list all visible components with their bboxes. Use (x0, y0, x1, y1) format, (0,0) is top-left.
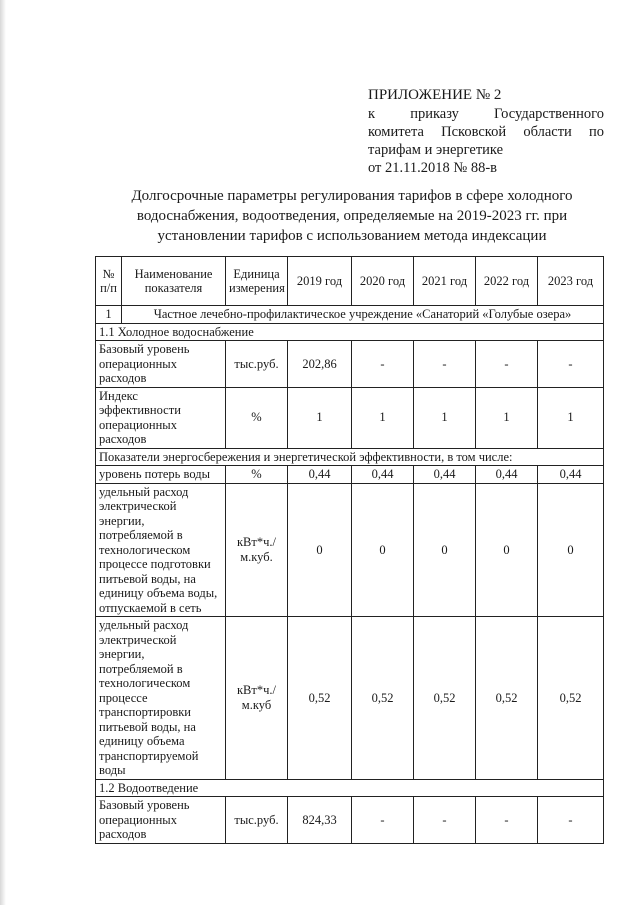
row-name: уровень потерь воды (96, 466, 226, 484)
parameters-table (95, 256, 604, 844)
row-value: 0,52 (476, 617, 538, 780)
row-name: Базовый уровень операционных расходов (96, 341, 226, 388)
org-row (96, 306, 604, 324)
section-cold-water: 1.1 Холодное водоснабжение (96, 323, 604, 341)
header-num: № п/п (96, 257, 122, 306)
scan-edge (0, 0, 6, 905)
row-value: 0,44 (288, 466, 352, 484)
section-row (96, 323, 604, 341)
row-value: - (352, 797, 414, 844)
row-value: - (352, 341, 414, 388)
table-row (96, 797, 604, 844)
row-name: удельный расход электрической энергии, потребляемой в технологическом процессе транспортировки питьевой воды, на единицу объема транспортируемой воды (96, 617, 226, 780)
row-value: 0 (352, 483, 414, 617)
row-unit: кВт*ч./м.куб. (226, 483, 288, 617)
row-name: Базовый уровень операционных расходов (96, 797, 226, 844)
header-name: Наименование показателя (122, 257, 226, 306)
appendix-line: к приказу Государственного (368, 106, 604, 122)
row-value: 0,52 (538, 617, 604, 780)
row-unit: % (226, 466, 288, 484)
table-row (96, 387, 604, 448)
row-unit: тыс.руб. (226, 341, 288, 388)
row-value: - (476, 797, 538, 844)
row-value: - (414, 797, 476, 844)
row-value: 0 (476, 483, 538, 617)
table-row (96, 617, 604, 780)
row-value: - (538, 797, 604, 844)
row-value: 0,52 (288, 617, 352, 780)
energy-header: Показатели энергосбережения и энергетической эффективности, в том числе: (96, 448, 604, 466)
row-value: 1 (414, 387, 476, 448)
section-row (96, 779, 604, 797)
row-unit: кВт*ч./м.куб (226, 617, 288, 780)
header-unit: Единица измерения (226, 257, 288, 306)
header-year: 2021 год (414, 257, 476, 306)
row-name: Индекс эффективности операционных расходов (96, 387, 226, 448)
table-row (96, 483, 604, 617)
table-row (96, 466, 604, 484)
row-value: 0 (538, 483, 604, 617)
row-unit: тыс.руб. (226, 797, 288, 844)
row-value: 0 (414, 483, 476, 617)
document-title: Долгосрочные параметры регулирования тарифов в сфере холодного водоснабжения, водоотведения, определяемые на 2019-2023 гг. при установлении тарифов с использованием метода индексации (131, 188, 573, 244)
org-name: Частное лечебно-профилактическое учреждение «Санаторий «Голубые озера» (122, 306, 604, 324)
row-value: 0 (288, 483, 352, 617)
row-value: 1 (476, 387, 538, 448)
row-value: 824,33 (288, 797, 352, 844)
row-value: - (538, 341, 604, 388)
org-num: 1 (96, 306, 122, 324)
header-year: 2019 год (288, 257, 352, 306)
row-value: 0,52 (352, 617, 414, 780)
row-value: 0,44 (538, 466, 604, 484)
row-value: - (476, 341, 538, 388)
row-value: 202,86 (288, 341, 352, 388)
appendix-line: от 21.11.2018 № 88-в (368, 160, 497, 176)
table-row (96, 341, 604, 388)
row-value: 1 (352, 387, 414, 448)
row-name: удельный расход электрической энергии, потребляемой в технологическом процессе подготовки питьевой воды, на единицу объема воды, отпускаемой в сеть (96, 483, 226, 617)
row-value: 0,52 (414, 617, 476, 780)
header-year: 2020 год (352, 257, 414, 306)
appendix-block (368, 86, 604, 177)
header-year: 2022 год (476, 257, 538, 306)
row-value: 0,44 (476, 466, 538, 484)
row-value: 1 (538, 387, 604, 448)
section-wastewater: 1.2 Водоотведение (96, 779, 604, 797)
row-value: 0,44 (414, 466, 476, 484)
row-unit: % (226, 387, 288, 448)
header-year: 2023 год (538, 257, 604, 306)
row-value: - (414, 341, 476, 388)
row-value: 1 (288, 387, 352, 448)
section-row (96, 448, 604, 466)
appendix-line: тарифам и энергетике (368, 142, 504, 158)
table-header-row (96, 257, 604, 306)
appendix-title: ПРИЛОЖЕНИЕ № 2 (368, 87, 502, 103)
row-value: 0,44 (352, 466, 414, 484)
appendix-line: комитета Псковской области по (368, 124, 604, 140)
